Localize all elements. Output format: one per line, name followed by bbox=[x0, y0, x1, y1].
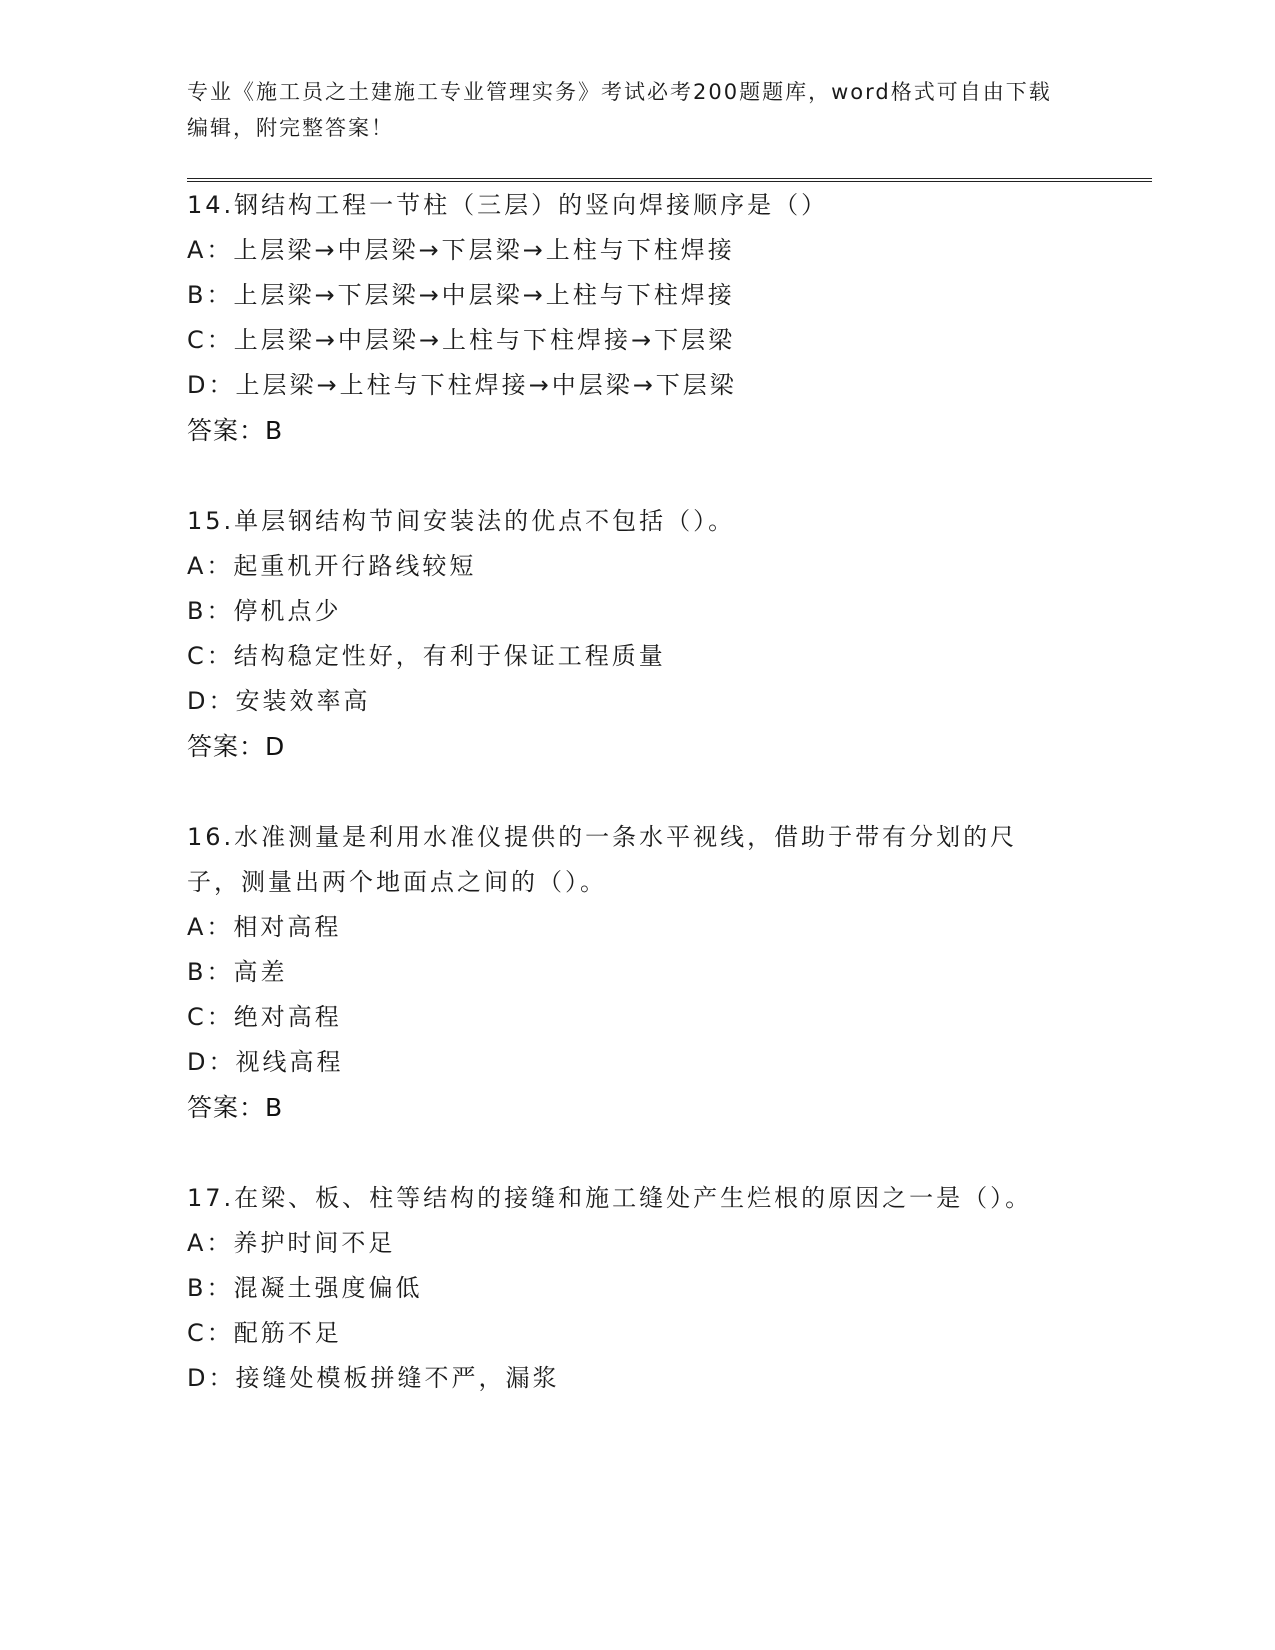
option-d: D：安装效率高 bbox=[187, 687, 371, 715]
option-a: A：上层梁→中层梁→下层梁→上柱与下柱焊接 bbox=[187, 236, 735, 264]
header-divider bbox=[187, 178, 1152, 182]
option-c: C：绝对高程 bbox=[187, 1003, 342, 1031]
question-stem: 16.水准测量是利用水准仪提供的一条水平视线，借助于带有分划的尺子，测量出两个地面点之间的（）。 bbox=[187, 823, 1018, 896]
document-page bbox=[187, 74, 1152, 1401]
question-15 bbox=[187, 499, 1152, 769]
answer: 答案：D bbox=[187, 732, 286, 761]
option-d: D：上层梁→上柱与下柱焊接→中层梁→下层梁 bbox=[187, 371, 737, 399]
option-b: B：停机点少 bbox=[187, 597, 342, 625]
question-16 bbox=[187, 815, 1152, 1130]
option-b: B：高差 bbox=[187, 958, 288, 986]
option-b: B：混凝土强度偏低 bbox=[187, 1274, 423, 1302]
option-a: A：养护时间不足 bbox=[187, 1229, 396, 1257]
option-b: B：上层梁→下层梁→中层梁→上柱与下柱焊接 bbox=[187, 281, 735, 309]
question-stem: 15.单层钢结构节间安装法的优点不包括（）。 bbox=[187, 507, 736, 535]
option-c: C：上层梁→中层梁→上柱与下柱焊接→下层梁 bbox=[187, 326, 736, 354]
question-stem: 17.在梁、板、柱等结构的接缝和施工缝处产生烂根的原因之一是（）。 bbox=[187, 1184, 1033, 1212]
option-d: D：接缝处模板拼缝不严，漏浆 bbox=[187, 1364, 560, 1392]
answer: 答案：B bbox=[187, 416, 284, 445]
option-d: D：视线高程 bbox=[187, 1048, 344, 1076]
option-c: C：结构稳定性好，有利于保证工程质量 bbox=[187, 642, 666, 670]
question-stem: 14.钢结构工程一节柱（三层）的竖向焊接顺序是（） bbox=[187, 191, 829, 219]
answer: 答案：B bbox=[187, 1093, 284, 1122]
option-a: A：起重机开行路线较短 bbox=[187, 552, 477, 580]
option-c: C：配筋不足 bbox=[187, 1319, 342, 1347]
question-17 bbox=[187, 1176, 1152, 1401]
option-a: A：相对高程 bbox=[187, 913, 342, 941]
document-header: 专业《施工员之土建施工专业管理实务》考试必考200题题库，word格式可自由下载编辑，附完整答案！ bbox=[187, 80, 1052, 140]
question-14 bbox=[187, 183, 1152, 453]
